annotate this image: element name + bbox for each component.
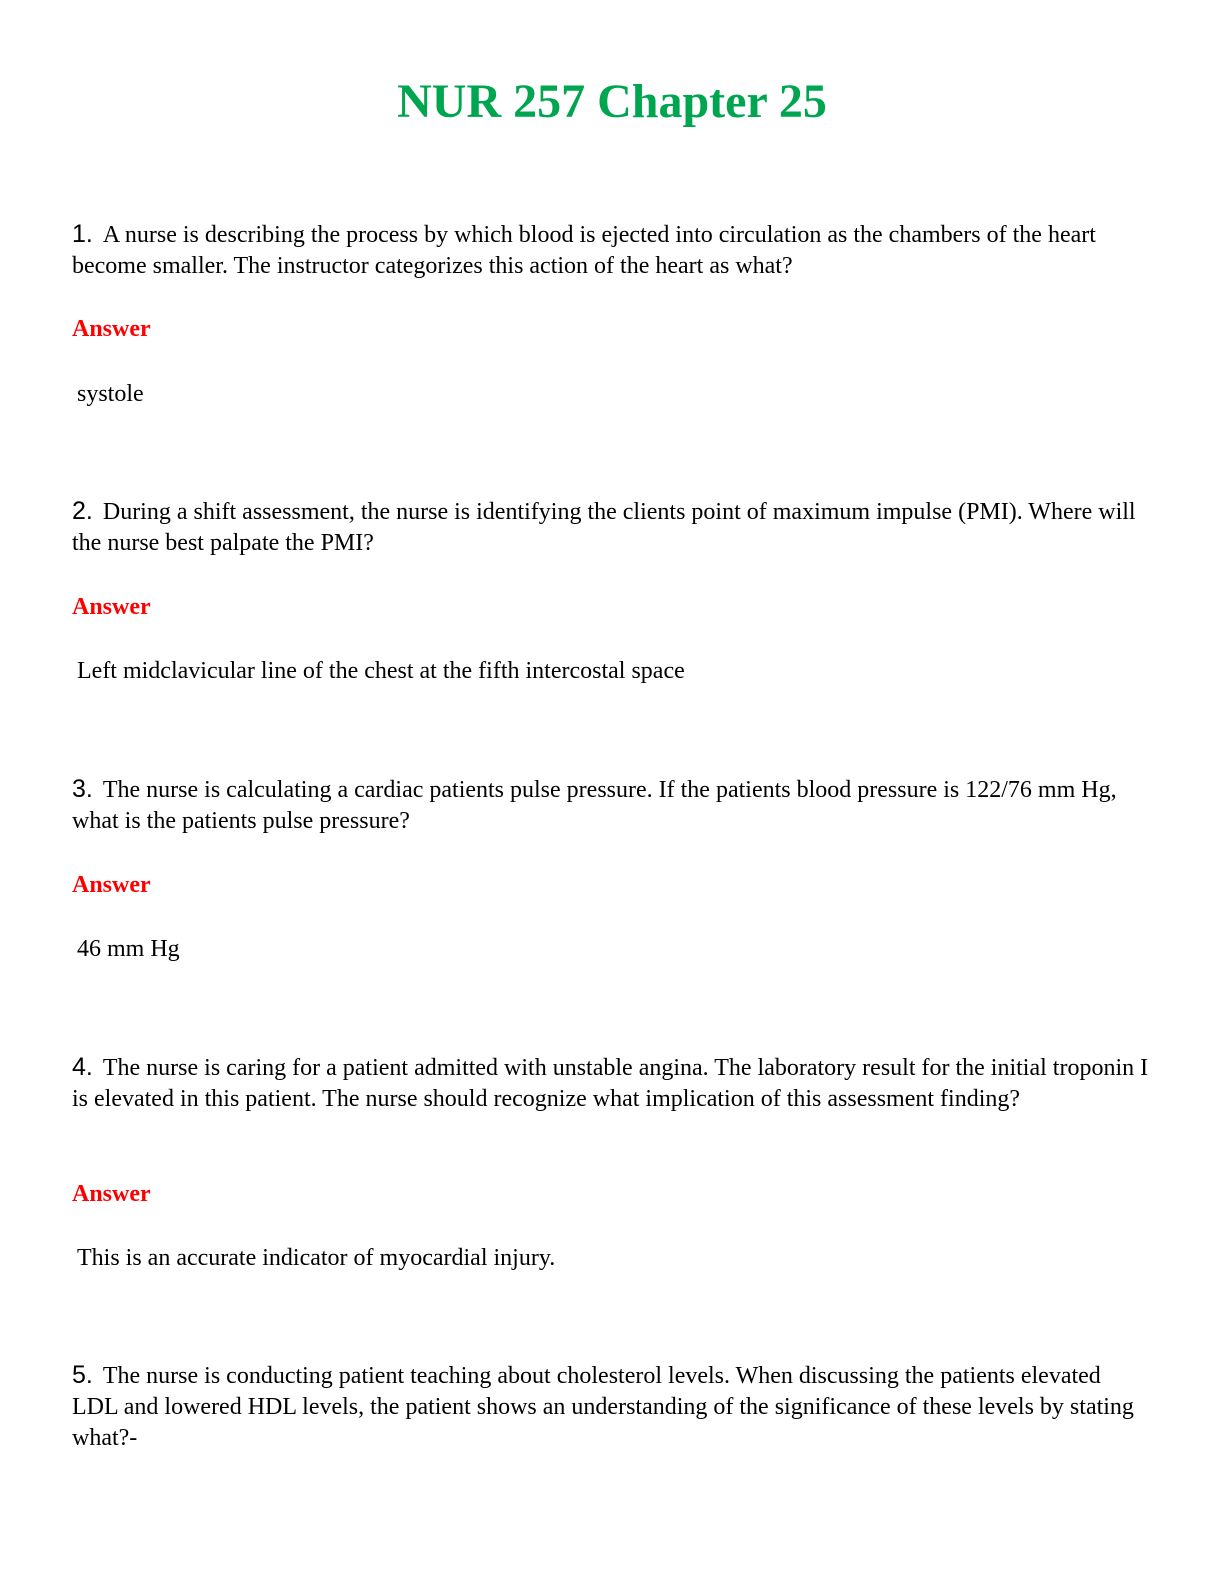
question-number: 1. [72,220,93,248]
question-number: 2. [72,497,93,525]
answer-text-1: systole [77,381,144,407]
question-4 [72,1052,1152,1115]
answer-text-4: This is an accurate indicator of myocardial injury. [77,1245,556,1271]
question-1 [72,219,1152,282]
question-text: A nurse is describing the process by which blood is ejected into circulation as the chambers of the heart become smaller. The instructor categorizes this action of the heart as what? [72,222,1096,279]
answer-label-4: Answer [72,1181,151,1207]
page-title: NUR 257 Chapter 25 [397,75,827,128]
question-text: During a shift assessment, the nurse is identifying the clients point of maximum impulse (PMI). Where will the nurse best palpate the PMI? [72,499,1136,556]
question-number: 3. [72,775,93,803]
answer-label-1: Answer [72,316,151,342]
question-text: The nurse is caring for a patient admitted with unstable angina. The laboratory result for the initial troponin I is elevated in this patient. The nurse should recognize what implication of this assessment finding? [72,1055,1149,1112]
question-5 [72,1360,1152,1454]
question-text: The nurse is conducting patient teaching about cholesterol levels. When discussing the patients elevated LDL and lowered HDL levels, the patient shows an understanding of the significance of these levels by stating what?- [72,1363,1134,1451]
answer-text-2: Left midclavicular line of the chest at the fifth intercostal space [77,658,685,684]
answer-label-3: Answer [72,872,151,898]
question-2 [72,496,1152,559]
answer-text-3: 46 mm Hg [77,936,180,962]
question-number: 4. [72,1053,93,1081]
question-3 [72,774,1152,837]
answer-label-2: Answer [72,594,151,620]
question-text: The nurse is calculating a cardiac patients pulse pressure. If the patients blood pressure is 122/76 mm Hg, what is the patients pulse pressure? [72,777,1117,834]
question-number: 5. [72,1361,93,1389]
